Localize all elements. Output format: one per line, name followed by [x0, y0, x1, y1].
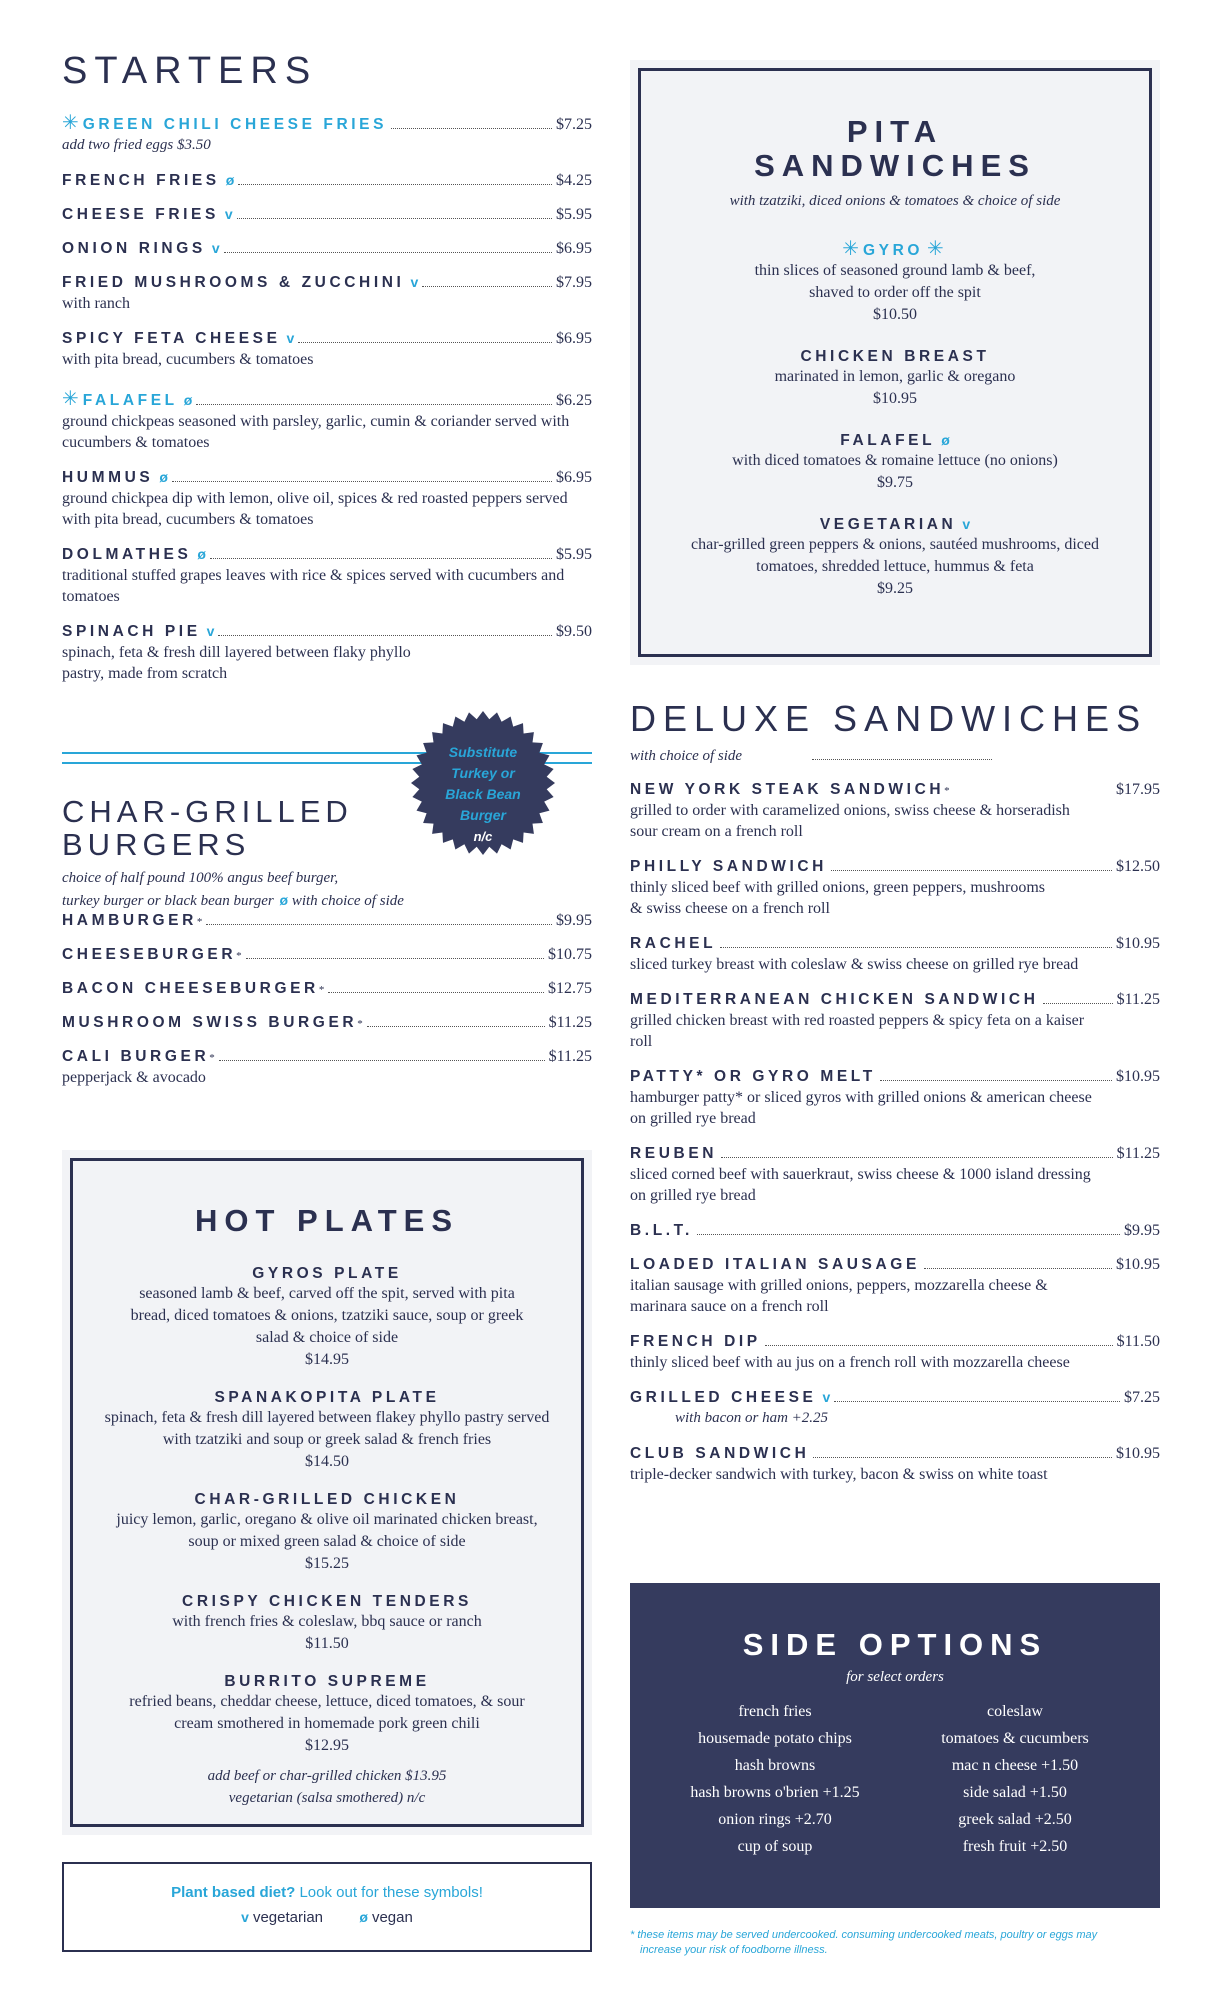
side-option: hash browns o'brien +1.25 — [690, 1784, 860, 1801]
item-price: $9.95 — [1124, 1221, 1160, 1239]
menu-item — [62, 546, 592, 607]
item-desc: sliced turkey breast with coleslaw & swiss cheese on grilled rye bread — [630, 955, 1079, 973]
badge-line: Substitute — [448, 744, 518, 760]
side-option: greek salad +2.50 — [958, 1811, 1072, 1828]
plate-addon — [73, 1765, 581, 1809]
item-name: MEDITERRANEAN CHICKEN SANDWICH — [630, 990, 1039, 1008]
item-desc: ground chickpeas seasoned with parsley, garlic, cumin & coriander served with cucumbers & tomatoes — [62, 412, 570, 451]
undercooked-asterisk: * — [357, 1018, 363, 1030]
menu-item — [62, 912, 592, 930]
item-name: NEW YORK STEAK SANDWICH — [630, 780, 945, 798]
vegan-icon: ø — [197, 545, 206, 562]
item-desc: triple-decker sandwich with turkey, bacon & swiss on white toast — [630, 1465, 1048, 1483]
badge-line: Turkey or — [451, 765, 515, 781]
legend-label: vegetarian — [252, 1909, 324, 1926]
leader-dots — [720, 947, 1112, 948]
deluxe-subtitle: with choice of side — [630, 747, 743, 764]
item-price: $12.75 — [548, 980, 592, 997]
leader-dots — [422, 286, 552, 287]
item-desc: grilled chicken breast with red roasted peppers & spicy feta on a kaiser roll — [630, 1011, 1085, 1050]
plate-name-row — [641, 236, 1149, 260]
item-price: $10.95 — [1116, 934, 1160, 952]
item-price: $10.95 — [1116, 1255, 1160, 1273]
leader-dots — [812, 759, 992, 760]
badge-line: Burger — [460, 807, 506, 823]
item-price: $12.50 — [1116, 857, 1160, 875]
menu-item — [630, 1222, 1160, 1240]
plant-based-legend — [62, 1862, 592, 1952]
menu-item — [62, 240, 592, 258]
leader-dots — [218, 635, 552, 636]
item-price: $11.25 — [548, 1014, 592, 1031]
plate-name: CRISPY CHICKEN TENDERS — [182, 1593, 472, 1610]
leader-dots — [328, 992, 544, 993]
plate-item — [73, 1593, 581, 1655]
item-desc: hamburger patty* or sliced gyros with grilled onions & american cheese on grilled rye bread — [630, 1088, 1092, 1127]
badge-text — [410, 742, 556, 847]
leader-dots — [1043, 1003, 1113, 1004]
menu-item — [630, 991, 1160, 1052]
plate-name: BURRITO SUPREME — [224, 1673, 430, 1690]
leader-dots — [924, 1268, 1112, 1269]
footnote-line: * these items may be served undercooked. consuming undercooked meats, poultry or eggs may — [630, 1929, 1098, 1941]
plate-price: $11.50 — [305, 1635, 349, 1652]
vegan-icon: ø — [225, 171, 235, 188]
menu-item — [630, 1068, 1160, 1129]
item-desc: thinly sliced beef with au jus on a french roll with mozzarella cheese — [630, 1353, 1070, 1371]
footnote-line: increase your risk of foodborne illness. — [640, 1944, 828, 1956]
starters-section — [62, 52, 592, 684]
plate-item — [73, 1673, 581, 1809]
item-name: FRENCH FRIES — [62, 171, 220, 189]
item-price: $6.25 — [556, 391, 592, 409]
plate-desc: char-grilled green peppers & onions, sautéed mushrooms, diced tomatoes, shredded lettuce, hummus & feta — [690, 536, 1099, 575]
side-column-right — [895, 1698, 1135, 1860]
leader-dots — [196, 404, 552, 405]
item-name: CLUB SANDWICH — [630, 1444, 810, 1462]
vegetarian-icon: v — [822, 1388, 831, 1405]
leader-dots — [298, 342, 552, 343]
side-option: cup of soup — [737, 1838, 813, 1855]
deluxe-title: DELUXE SANDWICHES — [630, 698, 1148, 739]
leader-dots — [246, 958, 544, 959]
plate-name: GYROS PLATE — [252, 1265, 402, 1282]
burgers-subtitle — [62, 867, 482, 912]
item-price: $6.95 — [556, 468, 592, 486]
undercooked-asterisk: * — [196, 916, 203, 928]
undercooked-asterisk: * — [209, 1052, 215, 1064]
plate-price: $15.25 — [305, 1555, 349, 1572]
side-options-panel — [630, 1583, 1160, 1908]
item-price: $10.75 — [548, 946, 592, 963]
vegetarian-icon: v — [962, 516, 971, 532]
plate-name: CHAR-GRILLED CHICKEN — [194, 1491, 460, 1508]
burgers-header — [62, 794, 404, 912]
item-name: HUMMUS — [62, 468, 154, 486]
burgers-sub-line: with choice of side — [291, 893, 404, 910]
leader-dots — [813, 1457, 1112, 1458]
menu-item — [62, 330, 592, 370]
item-name: REUBEN — [630, 1144, 718, 1162]
menu-item — [630, 781, 1160, 842]
vegetarian-icon: v — [224, 205, 233, 222]
side-options-title: SIDE OPTIONS — [742, 1627, 1048, 1662]
undercooked-asterisk: * — [944, 784, 950, 797]
plate-price: $14.95 — [305, 1351, 349, 1368]
item-name: PHILLY SANDWICH — [630, 857, 827, 875]
leader-dots — [172, 481, 552, 482]
plate-item — [641, 516, 1149, 600]
item-name: FRIED MUSHROOMS & ZUCCHINI — [62, 273, 405, 291]
badge-line: n/c — [473, 829, 493, 844]
burgers-sub-line: choice of half pound 100% angus beef burger, — [62, 870, 339, 887]
item-desc: grilled to order with caramelized onions, swiss cheese & horseradish sour cream on a french roll — [630, 801, 1070, 840]
leader-dots — [206, 924, 552, 925]
item-desc: ground chickpea dip with lemon, olive oil, spices & red roasted peppers served with pita bread, cucumbers & tomatoes — [62, 489, 568, 528]
menu-item — [62, 172, 592, 190]
undercooked-asterisk: * — [236, 950, 242, 962]
leader-dots — [237, 218, 552, 219]
badge-line: Black Bean — [445, 786, 521, 802]
legend-label: vegan — [371, 1909, 413, 1926]
item-name: SPICY FETA CHEESE — [62, 329, 281, 347]
item-price: $7.25 — [556, 115, 592, 133]
item-price: $7.25 — [1124, 1388, 1160, 1406]
side-column-left — [655, 1698, 895, 1860]
item-name: RACHEL — [630, 934, 717, 952]
leader-dots — [880, 1080, 1112, 1081]
plate-price: $10.50 — [873, 306, 917, 323]
item-desc: with pita bread, cucumbers & tomatoes — [62, 350, 314, 368]
deluxe-subtitle-row — [630, 748, 1160, 765]
item-price: $6.95 — [556, 239, 592, 257]
leader-dots — [210, 558, 552, 559]
item-name: GRILLED CHEESE — [630, 1388, 817, 1406]
item-name: MUSHROOM SWISS BURGER — [62, 1014, 358, 1031]
plate-desc: marinated in lemon, garlic & oregano — [774, 368, 1016, 385]
item-desc: thinly sliced beef with grilled onions, green peppers, mushrooms & swiss cheese on a french roll — [630, 878, 1046, 917]
item-price: $10.95 — [1116, 1067, 1160, 1085]
item-name: CHEESEBURGER — [62, 946, 237, 963]
plate-item — [73, 1491, 581, 1575]
leader-dots — [224, 252, 552, 253]
menu-item — [62, 469, 592, 530]
plate-price: $12.95 — [305, 1737, 349, 1754]
plate-price: $9.25 — [877, 580, 913, 597]
item-price: $6.95 — [556, 329, 592, 347]
plate-name: VEGETARIAN — [819, 516, 957, 533]
side-options-subtitle: for select orders — [846, 1669, 944, 1685]
plate-desc: spinach, feta & fresh dill layered between flakey phyllo pastry served with tzatziki and soup or greek salad & french fries — [104, 1409, 550, 1448]
snowflake-icon: ✳ — [62, 109, 79, 134]
menu-item — [62, 206, 592, 224]
menu-item — [62, 1048, 592, 1088]
item-name: HAMBURGER — [62, 912, 197, 929]
legend-symbols — [64, 1909, 590, 1926]
plate-name: SPANAKOPITA PLATE — [214, 1389, 440, 1406]
plate-name-row — [641, 516, 1149, 534]
item-name: BACON CHEESEBURGER — [62, 980, 319, 997]
item-name: DOLMATHES — [62, 545, 192, 563]
vegetarian-icon: v — [286, 329, 295, 346]
plate-desc: with diced tomatoes & romaine lettuce (no onions) — [732, 452, 1058, 469]
vegan-icon: ø — [183, 391, 193, 408]
snowflake-icon: ✳ — [927, 236, 944, 260]
pita-panel — [630, 60, 1160, 665]
burgers-title-line1: CHAR-GRILLED — [62, 794, 353, 829]
deluxe-section — [630, 700, 1160, 1485]
plate-name: GYRO — [862, 242, 924, 259]
item-desc: traditional stuffed grapes leaves with rice & spices served with cucumbers and tomatoes — [62, 566, 565, 605]
item-price: $9.95 — [556, 912, 592, 929]
leader-dots — [391, 128, 552, 129]
plate-desc: juicy lemon, garlic, oregano & olive oil marinated chicken breast, soup or mixed green salad & choice of side — [116, 1511, 538, 1550]
burgers-title-line2: BURGERS — [62, 826, 251, 862]
item-name: CHEESE FRIES — [62, 205, 219, 223]
menu-item — [62, 110, 592, 156]
item-desc: sliced corned beef with sauerkraut, swiss cheese & 1000 island dressing on grilled rye bread — [630, 1165, 1091, 1204]
vegan-icon: ø — [359, 1909, 368, 1925]
item-name: CALI BURGER — [62, 1048, 210, 1065]
side-options-list — [630, 1698, 1160, 1860]
menu-item — [630, 1333, 1160, 1373]
leader-dots — [367, 1026, 545, 1027]
pita-title-line2: SANDWICHES — [754, 148, 1036, 183]
menu-item — [62, 1014, 592, 1032]
item-name: SPINACH PIE — [62, 622, 201, 640]
plate-name: CHICKEN BREAST — [800, 348, 990, 365]
plate-price: $9.75 — [877, 474, 913, 491]
plate-desc: seasoned lamb & beef, carved off the spit, served with pita bread, diced tomatoes & onions, tzatziki sauce, soup or greek salad & choice of side — [130, 1285, 524, 1346]
vegetarian-icon: v — [241, 1909, 249, 1925]
vegan-icon: ø — [941, 432, 950, 448]
item-name: ONION RINGS — [62, 239, 206, 257]
item-price: $5.95 — [556, 205, 592, 223]
addon-line: vegetarian (salsa smothered) n/c — [228, 1790, 426, 1806]
item-desc: pepperjack & avocado — [62, 1069, 206, 1086]
side-option: hash browns — [734, 1757, 816, 1774]
side-option: mac n cheese +1.50 — [951, 1757, 1079, 1774]
plate-item — [641, 348, 1149, 410]
menu-item — [62, 946, 592, 964]
burgers-sub-line: turkey burger or black bean burger — [62, 893, 274, 910]
item-price: $11.50 — [1116, 1332, 1160, 1350]
plate-desc: thin slices of seasoned ground lamb & beef, shaved to order off the spit — [754, 262, 1036, 301]
leader-dots — [721, 1157, 1113, 1158]
side-option: fresh fruit +2.50 — [962, 1838, 1068, 1855]
menu-item — [630, 1445, 1160, 1485]
side-option: housemade potato chips — [698, 1730, 852, 1747]
vegetarian-icon: v — [410, 273, 419, 290]
side-option: side salad +1.50 — [963, 1784, 1067, 1801]
hot-plates-title: HOT PLATES — [194, 1203, 460, 1238]
item-price: $10.95 — [1116, 1444, 1160, 1462]
plate-desc: refried beans, cheddar cheese, lettuce, diced tomatoes, & sour cream smothered in homemade pork green chili — [129, 1693, 525, 1732]
item-name: B.L.T. — [630, 1221, 693, 1239]
leader-dots — [831, 870, 1112, 871]
undercooked-asterisk: * — [318, 984, 325, 996]
item-desc: with ranch — [62, 294, 130, 312]
item-name: FALAFEL — [82, 391, 178, 409]
leader-dots — [238, 184, 552, 185]
item-price: $7.95 — [556, 273, 592, 291]
addon-line: add beef or char-grilled chicken $13.95 — [207, 1768, 447, 1784]
item-name: LOADED ITALIAN SAUSAGE — [630, 1255, 920, 1273]
side-option: tomatoes & cucumbers — [941, 1730, 1089, 1747]
item-desc: add two fried eggs $3.50 — [62, 136, 211, 153]
hot-plates-panel — [62, 1150, 592, 1835]
menu-item — [630, 1145, 1160, 1206]
item-price: $11.25 — [1116, 1144, 1160, 1162]
item-price: $5.95 — [556, 545, 592, 563]
plate-item — [641, 432, 1149, 494]
vegan-icon: ø — [159, 468, 168, 485]
menu-item — [630, 1256, 1160, 1317]
snowflake-icon: ✳ — [62, 385, 79, 410]
side-option: onion rings +2.70 — [718, 1811, 832, 1828]
legend-heading — [64, 1884, 590, 1901]
hot-plates-frame — [70, 1158, 584, 1827]
vegetarian-icon: v — [206, 622, 215, 639]
menu-item — [62, 274, 592, 314]
item-desc: italian sausage with grilled onions, peppers, mozzarella cheese & marinara sauce on a french roll — [630, 1276, 1048, 1315]
snowflake-icon: ✳ — [842, 236, 859, 260]
leader-dots — [834, 1401, 1120, 1402]
item-name: PATTY* OR GYRO MELT — [630, 1067, 876, 1085]
legend-heading-rest: Look out for these symbols! — [295, 1884, 483, 1901]
side-option: coleslaw — [987, 1703, 1043, 1720]
leader-dots — [219, 1060, 545, 1061]
plate-name-row — [641, 432, 1149, 450]
item-name: GREEN CHILI CHEESE FRIES — [82, 115, 388, 133]
plate-item — [73, 1389, 581, 1473]
menu-item — [62, 980, 592, 998]
menu-item — [62, 623, 592, 684]
item-price: $11.25 — [1116, 990, 1160, 1008]
item-price: $17.95 — [1116, 780, 1160, 798]
plate-price: $10.95 — [873, 390, 917, 407]
leader-dots — [697, 1234, 1120, 1235]
item-price: $4.25 — [556, 171, 592, 189]
plate-item — [73, 1265, 581, 1371]
item-price: $9.50 — [556, 622, 592, 640]
plate-item — [641, 236, 1149, 326]
legend-heading-bold: Plant based diet? — [171, 1884, 296, 1901]
item-desc: with bacon or ham +2.25 — [675, 1409, 829, 1426]
menu-item — [630, 1389, 1160, 1429]
pita-frame — [638, 68, 1152, 657]
side-option: french fries — [738, 1703, 812, 1720]
leader-dots — [765, 1345, 1113, 1346]
pita-title-line1: PITA — [846, 114, 944, 149]
plate-name: FALAFEL — [840, 432, 936, 449]
vegetarian-icon: v — [211, 239, 220, 256]
menu-item — [630, 935, 1160, 975]
menu-item — [630, 858, 1160, 919]
undercooked-footnote — [630, 1928, 1160, 1958]
vegan-icon: ø — [279, 892, 289, 909]
menu-item — [62, 386, 592, 453]
starters-title: STARTERS — [62, 50, 318, 92]
plate-desc: with french fries & coleslaw, bbq sauce or ranch — [172, 1613, 482, 1630]
burgers-list — [62, 912, 592, 1088]
pita-subtitle: with tzatziki, diced onions & tomatoes & choice of side — [729, 193, 1061, 209]
item-name: FRENCH DIP — [630, 1332, 761, 1350]
plate-price: $14.50 — [305, 1453, 349, 1470]
item-desc: spinach, feta & fresh dill layered between flaky phyllo pastry, made from scratch — [62, 643, 411, 682]
item-price: $11.25 — [548, 1048, 592, 1065]
